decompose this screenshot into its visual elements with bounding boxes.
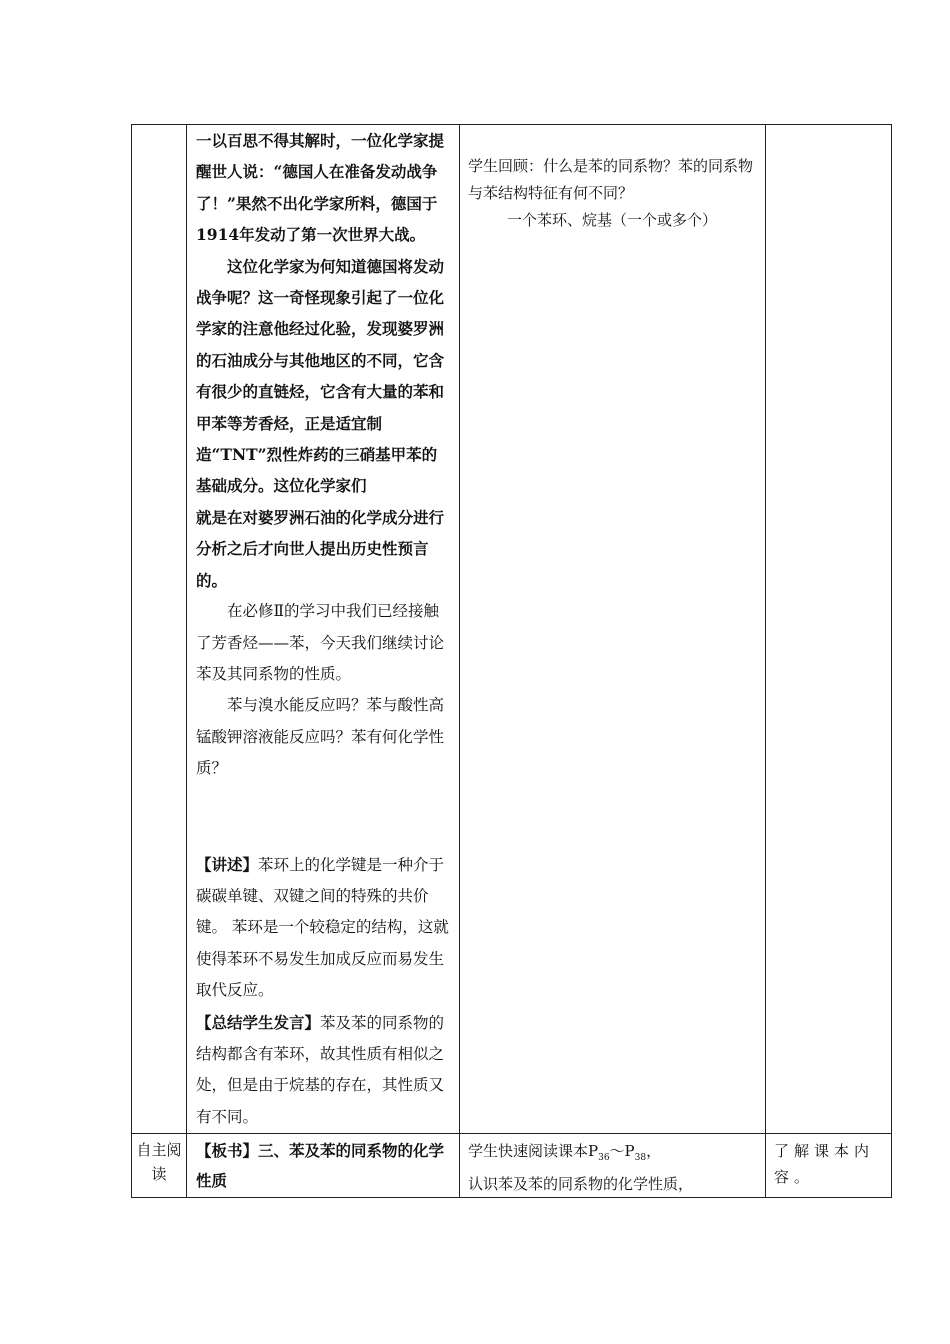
intro-paragraph: 在必修Ⅱ的学习中我们已经接触了芳香烃——苯，今天我们继续讨论苯及其同系物的性质。 — [196, 602, 445, 683]
board-tag: 【板书】 — [196, 1141, 259, 1161]
question-paragraph: 苯与溴水能反应吗？苯与酸性高锰酸钾溶液能反应吗？苯有何化学性质？ — [196, 696, 445, 778]
stage-cell-empty — [132, 125, 187, 1134]
summary-tag: 【总结学生发言】 — [196, 1012, 321, 1032]
design-intent-cell — [766, 1134, 892, 1198]
stage-cell — [132, 1134, 187, 1198]
student-activity-cell — [460, 1134, 766, 1198]
lecture-text: 苯环上的化学键是一种介于碳碳单键、双键之间的特殊的共价键。 苯环是一个较稳定的结构，这就使得苯环不易发生加成反应而易发生取代反应。 — [196, 855, 449, 1000]
design-intent-text: 了解课本内容。 — [774, 1142, 875, 1187]
teacher-activity-cell — [187, 125, 460, 1134]
student-review: 学生回顾：什么是苯的同系物？苯的同系物与苯结构特征有何不同？ — [468, 157, 754, 202]
table-row — [132, 1134, 892, 1198]
lesson-plan-table — [131, 124, 892, 1198]
student-answer: 一个苯环、烷基（一个或多个） — [507, 211, 718, 229]
lecture-tag: 【讲述】 — [196, 854, 259, 874]
teacher-activity-cell — [187, 1134, 460, 1198]
student-activity-cell — [460, 125, 766, 1134]
design-intent-cell-empty — [766, 125, 892, 1134]
board-paragraph — [187, 1134, 459, 1196]
story-paragraph-3: 就是在对婆罗洲石油的化学成分进行分析之后才向世人提出历史性预言的。 — [196, 507, 445, 590]
board-text: 三、苯及苯的同系物的化学性质 — [196, 1141, 445, 1191]
reading-task — [468, 1138, 757, 1171]
summary-paragraph — [196, 1007, 451, 1134]
reading-goal: 认识苯及苯的同系物的化学性质， — [468, 1175, 694, 1194]
reading-task-suffix: ， — [646, 1142, 662, 1161]
summary-text: 苯及苯的同系物的结构都含有苯环，故其性质有相似之处，但是由于烷基的存在，其性质又有不同。 — [196, 1013, 445, 1126]
page-to: 38 — [634, 1153, 647, 1164]
story-paragraph-1: 一以百思不得其解时，一位化学家提醒世人说：“德国人在准备发动战争了！”果然不出化学家所料，德国于1914年发动了第一次世界大战。 — [196, 131, 445, 245]
page-from: 36 — [598, 1153, 610, 1164]
table-row — [132, 125, 892, 1134]
page-range-sep: ～P — [609, 1142, 635, 1161]
stage-label: 自主阅读 — [136, 1141, 182, 1184]
spacer — [196, 785, 451, 849]
story-paragraph-2: 这位化学家为何知道德国将发动战争呢？这一奇怪现象引起了一位化学家的注意他经过化验，发现婆罗洲的石油成分与其他地区的不同，它含有很少的直链烃，它含有大量的苯和甲苯等芳香烃，正是适宜制造“TNT”烈性炸药的三硝基甲苯的基础成分。这位化学家们 — [196, 256, 445, 496]
lecture-paragraph — [196, 849, 451, 1007]
reading-task-prefix: 学生快速阅读课本P — [468, 1142, 599, 1161]
